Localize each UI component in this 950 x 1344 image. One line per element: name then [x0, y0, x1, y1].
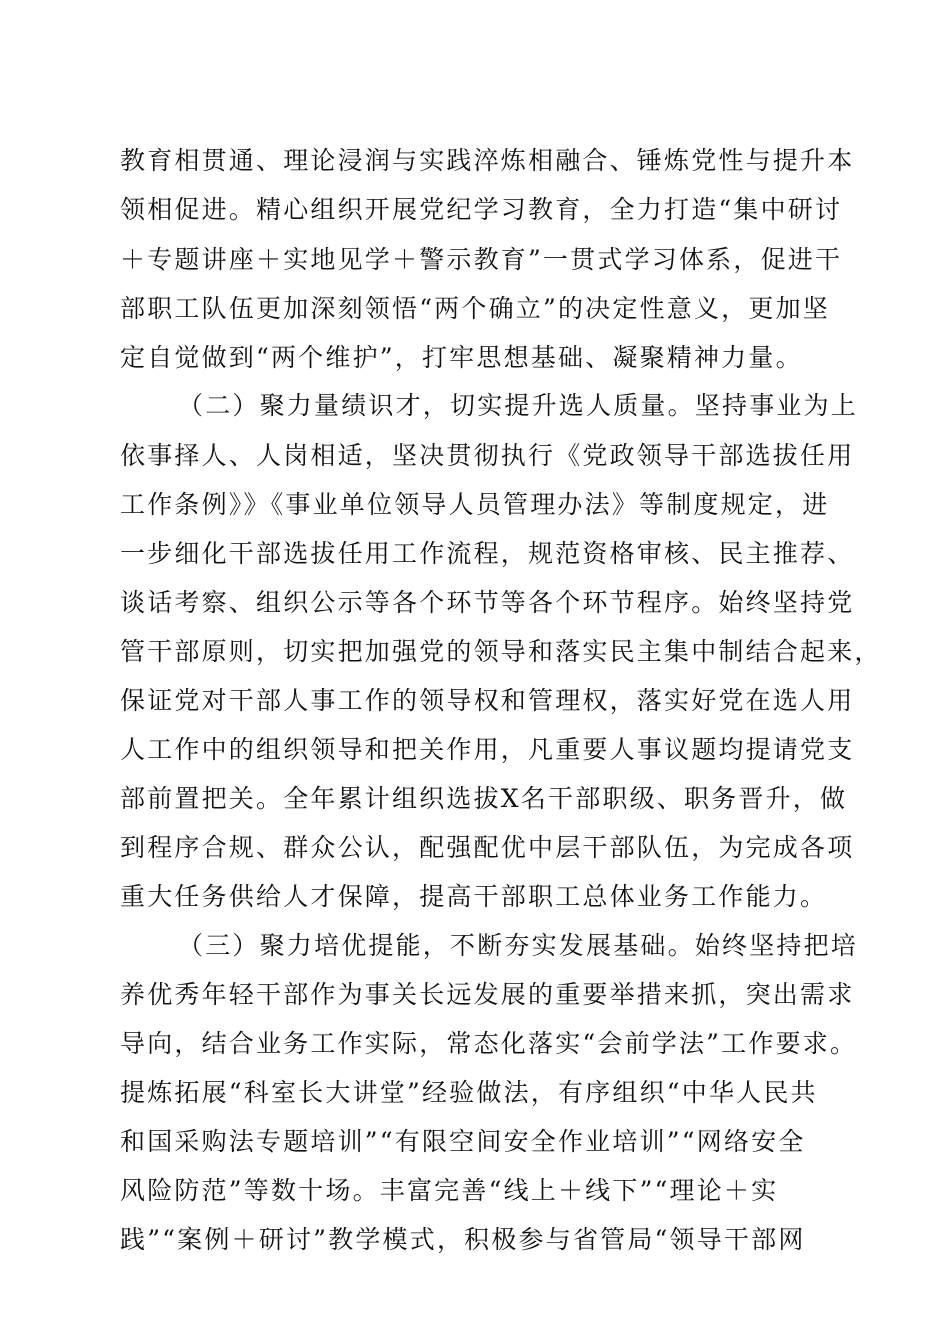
text-line: 领相促进。精心组织开展党纪学习教育，全力打造“集中研讨 — [120, 195, 843, 224]
section-heading-two: （二）聚力量绩识才，切实提升选人质量。坚持事业为上 — [178, 391, 859, 420]
text-line: 养优秀年轻干部作为事关长远发展的重要举措来抓，突出需求 — [120, 980, 855, 1009]
text-line: 管干部原则，切实把加强党的领导和落实民主集中制结合起来， — [120, 637, 882, 666]
text-line: 一步细化干部选拔任用工作流程，规范资格审核、民主推荐、 — [120, 539, 855, 568]
text-line: 和国采购法专题培训”“有限空间安全作业培训”“网络安全 — [120, 1127, 806, 1156]
text-line: 部前置把关。全年累计组织选拔X名干部职级、职务晋升，做 — [120, 784, 848, 813]
text-line: 到程序合规、群众公认，配强配优中层干部队伍，为完成各项 — [120, 833, 855, 862]
text-line: 重大任务供给人才保障，提高干部职工总体业务工作能力。 — [120, 882, 828, 911]
text-line: 践”“案例＋研讨”教学模式，积极参与省管局“领导干部网 — [120, 1225, 806, 1254]
text-line: 工作条例》》《事业单位领导人员管理办法》等制度规定，进 — [120, 490, 830, 519]
text-line: 提炼拓展“科室长大讲堂”经验做法，有序组织“中华人民共 — [120, 1078, 818, 1107]
text-line: 教育相贯通、理论浸润与实践淬炼相融合、锤炼党性与提升本 — [120, 146, 855, 175]
text-line: 人工作中的组织领导和把关作用，凡重要人事议题均提请党支 — [120, 735, 855, 764]
text-line: 部职工队伍更加深刻领悟“两个确立”的决定性意义，更加坚 — [120, 294, 830, 323]
text-line: 风险防范”等数十场。丰富完善“线上＋线下”“理论＋实 — [120, 1176, 779, 1205]
text-line: 定自觉做到“两个维护”，打牢思想基础、凝聚精神力量。 — [120, 343, 803, 372]
text-line: 保证党对干部人事工作的领导权和管理权，落实好党在选人用 — [120, 686, 855, 715]
text-line: 导向，结合业务工作实际，常态化落实“会前学法”工作要求。 — [120, 1029, 858, 1058]
section-heading-three: （三）聚力培优提能，不断夯实发展基础。始终坚持把培 — [178, 931, 859, 960]
text-line: 谈话考察、组织公示等各个环节等各个环节程序。始终坚持党 — [120, 588, 855, 617]
text-line: 依事择人、人岗相适，坚决贯彻执行《党政领导干部选拔任用 — [120, 441, 855, 470]
text-line: ＋专题讲座＋实地见学＋警示教育”一贯式学习体系，促进干 — [120, 245, 843, 274]
